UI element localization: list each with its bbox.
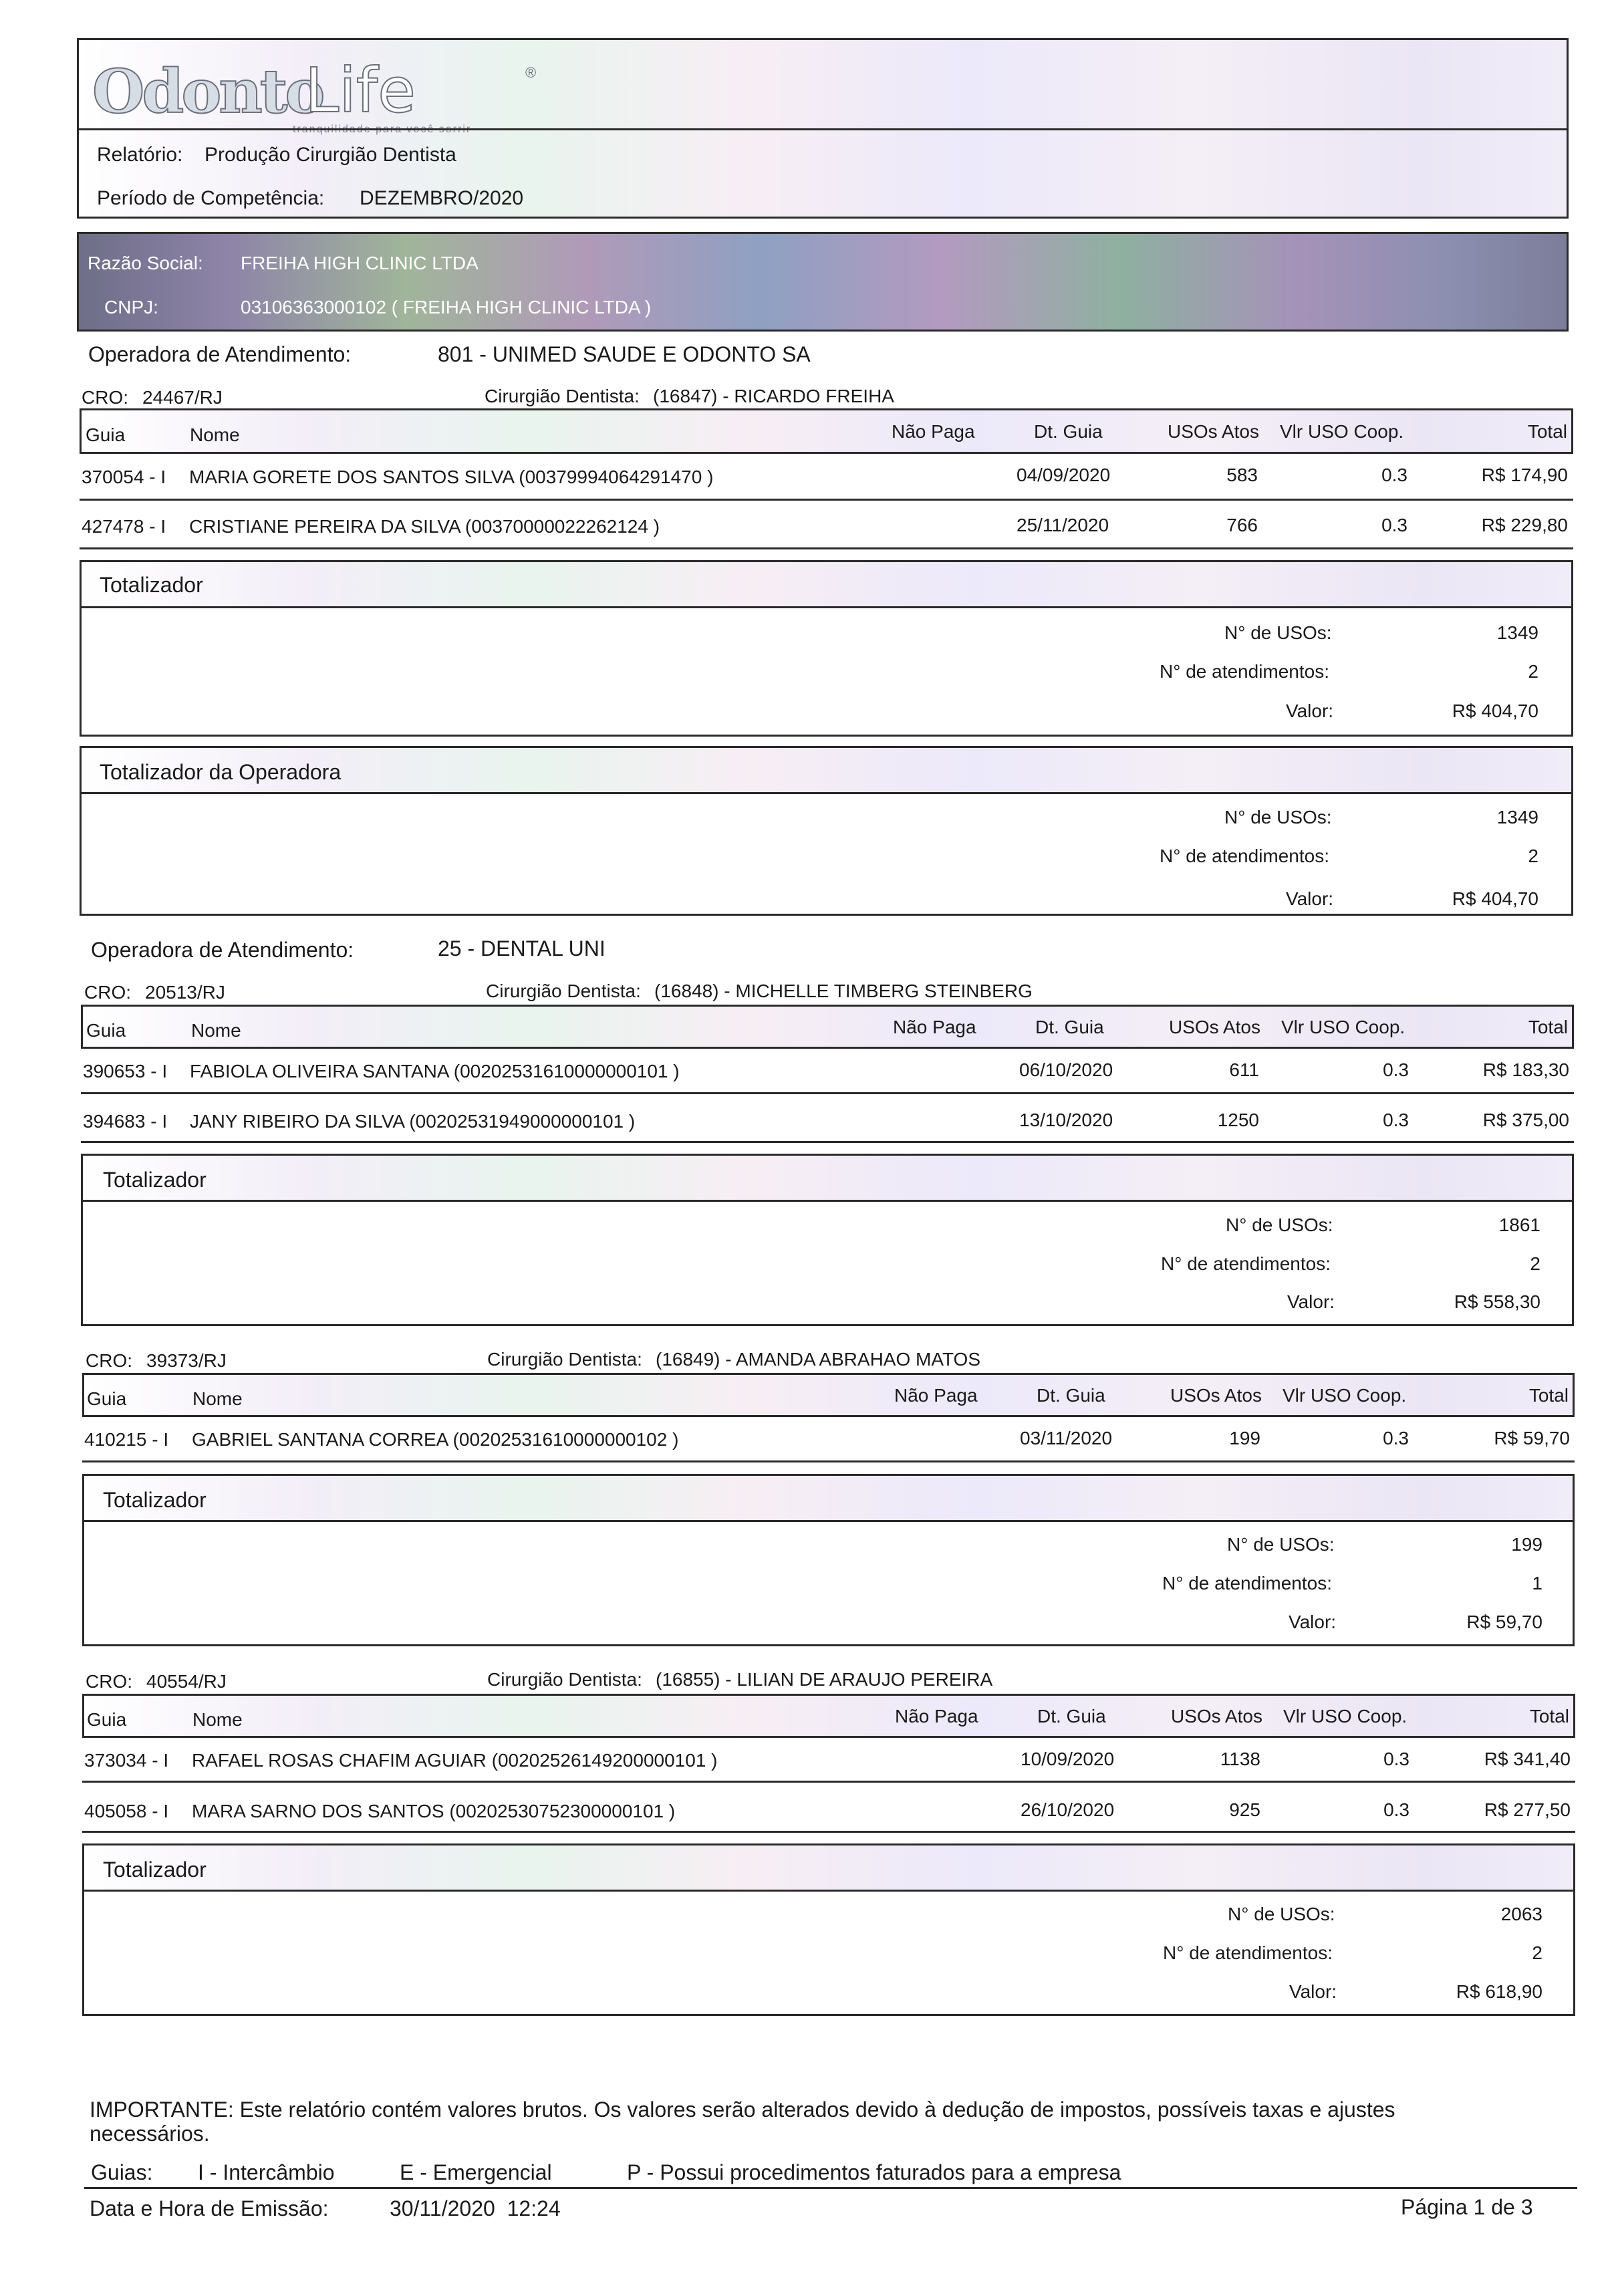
col-guia: Guia <box>86 1020 126 1041</box>
n-atend-label: N° de atendimentos: <box>1162 1573 1333 1593</box>
row-total: R$ 277,50 <box>1484 1799 1571 1820</box>
n-usos-value: 1349 <box>1496 622 1538 643</box>
row-nome: MARA SARNO DOS SANTOS (00202530752300000101 ) <box>192 1801 676 1821</box>
cnpj-label: CNPJ: <box>104 297 158 317</box>
row-dt-guia: 26/10/2020 <box>1021 1799 1115 1820</box>
row-total: R$ 229,80 <box>1481 515 1568 535</box>
n-atend-label: N° de atendimentos: <box>1160 661 1330 682</box>
cro-value: 24467/RJ <box>142 387 223 408</box>
operadora-label: Operadora de Atendimento: <box>88 342 352 366</box>
row-vlr: 0.3 <box>1383 1428 1409 1448</box>
row-divider <box>80 547 1573 549</box>
row-divider <box>82 1460 1575 1462</box>
col-guia: Guia <box>87 1388 127 1409</box>
row-guia: 370054 - I <box>82 467 166 487</box>
valor-label: Valor: <box>1287 1291 1335 1312</box>
guias-label: Guias: <box>91 2160 153 2184</box>
row-guia: 427478 - I <box>82 516 166 537</box>
col-usos-atos: USOs Atos <box>1171 1706 1262 1727</box>
n-atend-value: 2 <box>1528 846 1538 866</box>
n-usos-label: N° de USOs: <box>1227 1534 1335 1555</box>
row-nome: MARIA GORETE DOS SANTOS SILVA (00379994064291470 ) <box>189 467 714 487</box>
cro-label: CRO: <box>86 1671 132 1692</box>
logo-odonto-text: Odonto <box>92 56 323 127</box>
cro-label: CRO: <box>84 982 131 1003</box>
operadora-name: 25 - DENTAL UNI <box>438 936 606 961</box>
n-atend-value: 1 <box>1532 1573 1542 1593</box>
col-usos-atos: USOs Atos <box>1170 1385 1262 1406</box>
totalizador-box <box>80 560 1573 737</box>
razao-social-label: Razão Social: <box>88 253 203 273</box>
row-vlr: 0.3 <box>1381 465 1407 485</box>
valor-label: Valor: <box>1289 1612 1337 1632</box>
col-nao-paga: Não Paga <box>893 1017 976 1037</box>
n-atend-label: N° de atendimentos: <box>1161 1253 1331 1274</box>
totalizador-operadora-box <box>80 746 1573 916</box>
report-header <box>77 38 1569 219</box>
col-guia: Guia <box>86 424 126 445</box>
valor-label: Valor: <box>1286 888 1334 909</box>
col-nome: Nome <box>192 1709 243 1730</box>
legend-intercambio: I - Intercâmbio <box>198 2160 335 2184</box>
totalizador-title: Totalizador <box>100 573 203 597</box>
n-usos-value: 1349 <box>1496 807 1538 827</box>
row-total: R$ 375,00 <box>1482 1110 1569 1130</box>
row-dt-guia: 04/09/2020 <box>1017 465 1111 485</box>
cro-value: 39373/RJ <box>146 1350 227 1371</box>
cro-label: CRO: <box>82 387 128 408</box>
row-usos: 1250 <box>1217 1110 1259 1130</box>
n-usos-value: 2063 <box>1500 1904 1542 1924</box>
n-atend-value: 2 <box>1532 1942 1542 1963</box>
col-total: Total <box>1529 1706 1569 1727</box>
dentist-label: Cirurgião Dentista: <box>486 981 641 1001</box>
valor-value: R$ 618,90 <box>1456 1981 1542 2002</box>
n-usos-label: N° de USOs: <box>1224 807 1332 827</box>
row-nome: RAFAEL ROSAS CHAFIM AGUIAR (00202526149200000101 ) <box>192 1750 718 1771</box>
row-divider <box>81 1141 1574 1143</box>
cro-value: 20513/RJ <box>145 982 225 1003</box>
col-dt-guia: Dt. Guia <box>1037 1706 1106 1727</box>
totalizador-title: Totalizador <box>103 1488 207 1512</box>
importante-note: IMPORTANTE: Este relatório contém valores brutos. Os valores serão alterados devido à dedução de impostos, possíveis taxas e ajustes necessários. <box>90 2097 1395 2146</box>
row-usos: 925 <box>1229 1799 1260 1820</box>
totalizador-header <box>84 1476 1573 1522</box>
legend-emergencial: E - Emergencial <box>400 2160 552 2184</box>
col-usos-atos: USOs Atos <box>1168 421 1259 442</box>
row-guia: 405058 - I <box>84 1801 169 1821</box>
emissao-value: 30/11/2020 12:24 <box>390 2196 561 2220</box>
logo-life-text: Life <box>305 55 416 126</box>
col-nome: Nome <box>190 424 240 445</box>
row-vlr: 0.3 <box>1383 1059 1409 1080</box>
operadora-name: 801 - UNIMED SAUDE E ODONTO SA <box>438 342 811 366</box>
totalizador-box <box>81 1154 1574 1326</box>
row-divider <box>82 1781 1575 1783</box>
row-total: R$ 174,90 <box>1481 465 1568 485</box>
valor-value: R$ 404,70 <box>1452 700 1538 721</box>
col-dt-guia: Dt. Guia <box>1035 1017 1104 1037</box>
col-vlr-uso: Vlr USO Coop. <box>1280 421 1404 442</box>
totalizador-title: Totalizador <box>103 1168 207 1192</box>
row-usos: 583 <box>1226 465 1258 485</box>
dentist-value: (16849) - AMANDA ABRAHAO MATOS <box>656 1349 981 1370</box>
row-divider <box>81 1092 1574 1094</box>
report-value: Produção Cirurgião Dentista <box>205 144 456 166</box>
row-dt-guia: 10/09/2020 <box>1021 1749 1115 1769</box>
row-total: R$ 59,70 <box>1494 1428 1570 1448</box>
row-total: R$ 341,40 <box>1484 1749 1571 1769</box>
totalizador-box <box>82 1843 1575 2016</box>
col-nao-paga: Não Paga <box>894 1385 978 1406</box>
n-atend-value: 2 <box>1528 661 1538 682</box>
table-header <box>82 1373 1575 1417</box>
col-vlr-uso: Vlr USO Coop. <box>1283 1706 1407 1727</box>
valor-value: R$ 558,30 <box>1454 1291 1540 1312</box>
period-label: Período de Competência: <box>97 187 325 209</box>
totalizador-title: Totalizador <box>103 1858 207 1882</box>
row-nome: CRISTIANE PEREIRA DA SILVA (00370000022262124 ) <box>189 516 660 537</box>
dentist-value: (16847) - RICARDO FREIHA <box>653 386 894 406</box>
page-number: Página 1 de 3 <box>1401 2195 1533 2219</box>
row-vlr: 0.3 <box>1383 1749 1410 1769</box>
col-total: Total <box>1528 1385 1569 1406</box>
col-total: Total <box>1527 421 1567 442</box>
col-dt-guia: Dt. Guia <box>1037 1385 1105 1406</box>
col-vlr-uso: Vlr USO Coop. <box>1283 1385 1407 1406</box>
n-atend-label: N° de atendimentos: <box>1160 846 1330 866</box>
valor-label: Valor: <box>1286 700 1334 721</box>
col-total: Total <box>1528 1017 1568 1037</box>
totalizador-box <box>82 1474 1575 1646</box>
valor-label: Valor: <box>1289 1981 1337 2002</box>
totalizador-header <box>84 1845 1573 1892</box>
report-label: Relatório: <box>97 144 183 166</box>
period-value: DEZEMBRO/2020 <box>360 187 524 209</box>
row-usos: 199 <box>1229 1428 1260 1448</box>
col-dt-guia: Dt. Guia <box>1034 421 1103 442</box>
col-guia: Guia <box>87 1709 127 1730</box>
table-header <box>81 1005 1574 1049</box>
row-vlr: 0.3 <box>1383 1110 1409 1130</box>
table-header <box>80 408 1573 454</box>
n-usos-value: 199 <box>1511 1534 1542 1555</box>
row-guia: 390653 - I <box>83 1061 168 1081</box>
emissao-label: Data e Hora de Emissão: <box>90 2196 329 2220</box>
totalizador-header <box>82 562 1571 608</box>
logo-registered-mark: ® <box>525 64 537 81</box>
row-nome: FABIOLA OLIVEIRA SANTANA (00202531610000000101 ) <box>190 1061 680 1081</box>
col-usos-atos: USOs Atos <box>1169 1017 1260 1037</box>
row-guia: 394683 - I <box>83 1111 168 1132</box>
dentist-value: (16855) - LILIAN DE ARAUJO PEREIRA <box>656 1669 993 1690</box>
col-nome: Nome <box>191 1020 241 1041</box>
logo <box>92 52 560 152</box>
dentist-label: Cirurgião Dentista: <box>487 1669 642 1690</box>
row-usos: 766 <box>1226 515 1258 535</box>
dentist-label: Cirurgião Dentista: <box>487 1349 642 1370</box>
n-usos-value: 1861 <box>1498 1215 1540 1235</box>
totalizador-header <box>83 1156 1572 1202</box>
valor-value: R$ 404,70 <box>1452 888 1538 909</box>
totalizador-operadora-header <box>82 748 1571 794</box>
header-divider <box>79 128 1567 130</box>
legend-faturados: P - Possui procedimentos faturados para a empresa <box>627 2160 1121 2184</box>
row-vlr: 0.3 <box>1383 1799 1410 1820</box>
row-nome: JANY RIBEIRO DA SILVA (00202531949000000101 ) <box>190 1111 636 1132</box>
company-box <box>77 232 1569 332</box>
row-divider <box>80 499 1573 501</box>
operadora-label: Operadora de Atendimento: <box>91 938 354 962</box>
row-guia: 373034 - I <box>84 1750 169 1771</box>
row-nome: GABRIEL SANTANA CORREA (00202531610000000102 ) <box>192 1429 679 1450</box>
dentist-label: Cirurgião Dentista: <box>485 386 640 406</box>
cro-label: CRO: <box>86 1350 132 1371</box>
row-guia: 410215 - I <box>84 1429 169 1450</box>
n-usos-label: N° de USOs: <box>1228 1904 1335 1924</box>
row-dt-guia: 13/10/2020 <box>1019 1110 1113 1130</box>
n-usos-label: N° de USOs: <box>1226 1215 1333 1235</box>
col-vlr-uso: Vlr USO Coop. <box>1281 1017 1405 1037</box>
razao-social-value: FREIHA HIGH CLINIC LTDA <box>241 253 479 273</box>
col-nome: Nome <box>192 1388 243 1409</box>
col-nao-paga: Não Paga <box>895 1706 978 1727</box>
row-divider <box>82 1831 1575 1833</box>
n-usos-label: N° de USOs: <box>1224 622 1332 643</box>
row-dt-guia: 25/11/2020 <box>1017 515 1109 535</box>
dentist-value: (16848) - MICHELLE TIMBERG STEINBERG <box>654 981 1033 1001</box>
cro-value: 40554/RJ <box>146 1671 227 1692</box>
footer-divider <box>84 2187 1577 2189</box>
n-atend-value: 2 <box>1530 1253 1540 1274</box>
row-usos: 1138 <box>1220 1749 1260 1769</box>
row-dt-guia: 03/11/2020 <box>1020 1428 1113 1448</box>
row-usos: 611 <box>1229 1059 1259 1080</box>
valor-value: R$ 59,70 <box>1466 1612 1542 1632</box>
row-dt-guia: 06/10/2020 <box>1019 1059 1113 1080</box>
col-nao-paga: Não Paga <box>892 421 975 442</box>
cnpj-value: 03106363000102 ( FREIHA HIGH CLINIC LTDA ) <box>241 297 652 317</box>
row-vlr: 0.3 <box>1381 515 1407 535</box>
row-total: R$ 183,30 <box>1482 1059 1569 1080</box>
n-atend-label: N° de atendimentos: <box>1163 1942 1333 1963</box>
table-header <box>82 1694 1575 1738</box>
totalizador-operadora-title: Totalizador da Operadora <box>100 760 342 784</box>
